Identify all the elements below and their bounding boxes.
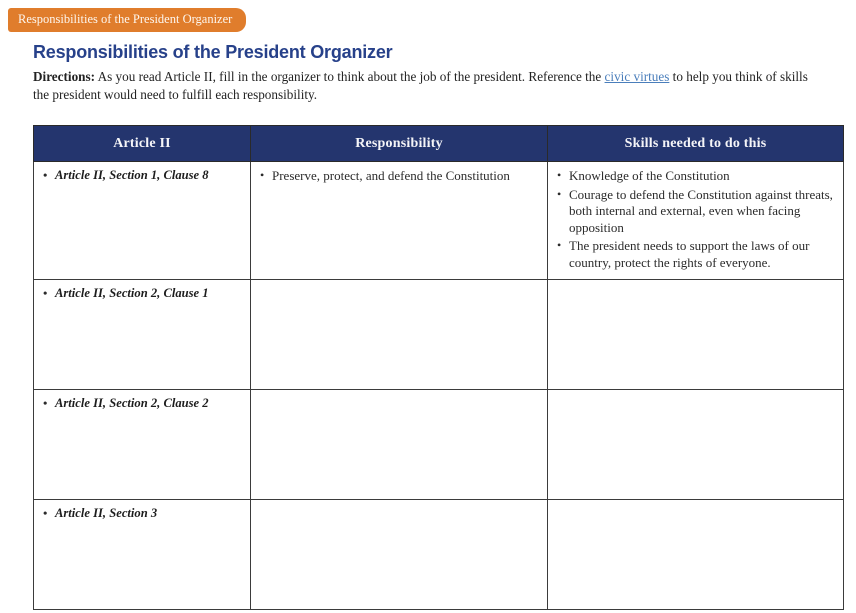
skills-cell[interactable]	[548, 390, 844, 500]
table-row	[34, 500, 844, 610]
organizer-table	[33, 125, 844, 610]
table-header-row	[34, 126, 844, 162]
skills-cell[interactable]	[548, 280, 844, 390]
table-row	[34, 280, 844, 390]
table-row	[34, 162, 844, 280]
page-title: Responsibilities of the President Organizer	[33, 42, 393, 62]
civic-virtues-link[interactable]: civic virtues	[604, 69, 670, 84]
directions-after-link: to help you think of skills the president would need to fulfill each responsibility.	[33, 69, 808, 103]
column-header-skills: Skills needed to do this	[548, 126, 844, 162]
table-row	[34, 390, 844, 500]
skill-item: • The president needs to support the laws of our country, protect the rights of everyone.	[554, 238, 835, 271]
directions-label: Directions:	[33, 69, 96, 84]
directions-before-link: As you read Article II, fill in the organizer to think about the job of the president. Reference the	[95, 69, 605, 84]
responsibility-item: • Preserve, protect, and defend the Constitution	[257, 168, 539, 185]
column-header-responsibility: Responsibility	[251, 126, 548, 162]
document-tab[interactable]	[8, 8, 246, 32]
skill-item: • Courage to defend the Constitution against threats, both internal and external, even when facing opposition	[554, 187, 835, 237]
responsibility-cell[interactable]	[251, 280, 548, 390]
responsibility-cell[interactable]	[251, 162, 548, 280]
skill-item: • Knowledge of the Constitution	[554, 168, 835, 185]
skills-cell[interactable]	[548, 500, 844, 610]
article-cell	[34, 500, 251, 610]
column-header-article-ii: Article II	[34, 126, 251, 162]
document-tab-label: Responsibilities of the President Organizer	[18, 12, 233, 26]
article-ref: • Article II, Section 1, Clause 8	[40, 168, 242, 184]
directions-text	[33, 68, 823, 104]
skills-cell[interactable]	[548, 162, 844, 280]
article-cell	[34, 280, 251, 390]
page-content	[33, 42, 825, 104]
article-ref: • Article II, Section 2, Clause 2	[40, 396, 242, 412]
article-ref: • Article II, Section 2, Clause 1	[40, 286, 242, 302]
article-ref: • Article II, Section 3	[40, 506, 242, 522]
responsibility-cell[interactable]	[251, 500, 548, 610]
article-cell	[34, 390, 251, 500]
article-cell	[34, 162, 251, 280]
responsibility-cell[interactable]	[251, 390, 548, 500]
